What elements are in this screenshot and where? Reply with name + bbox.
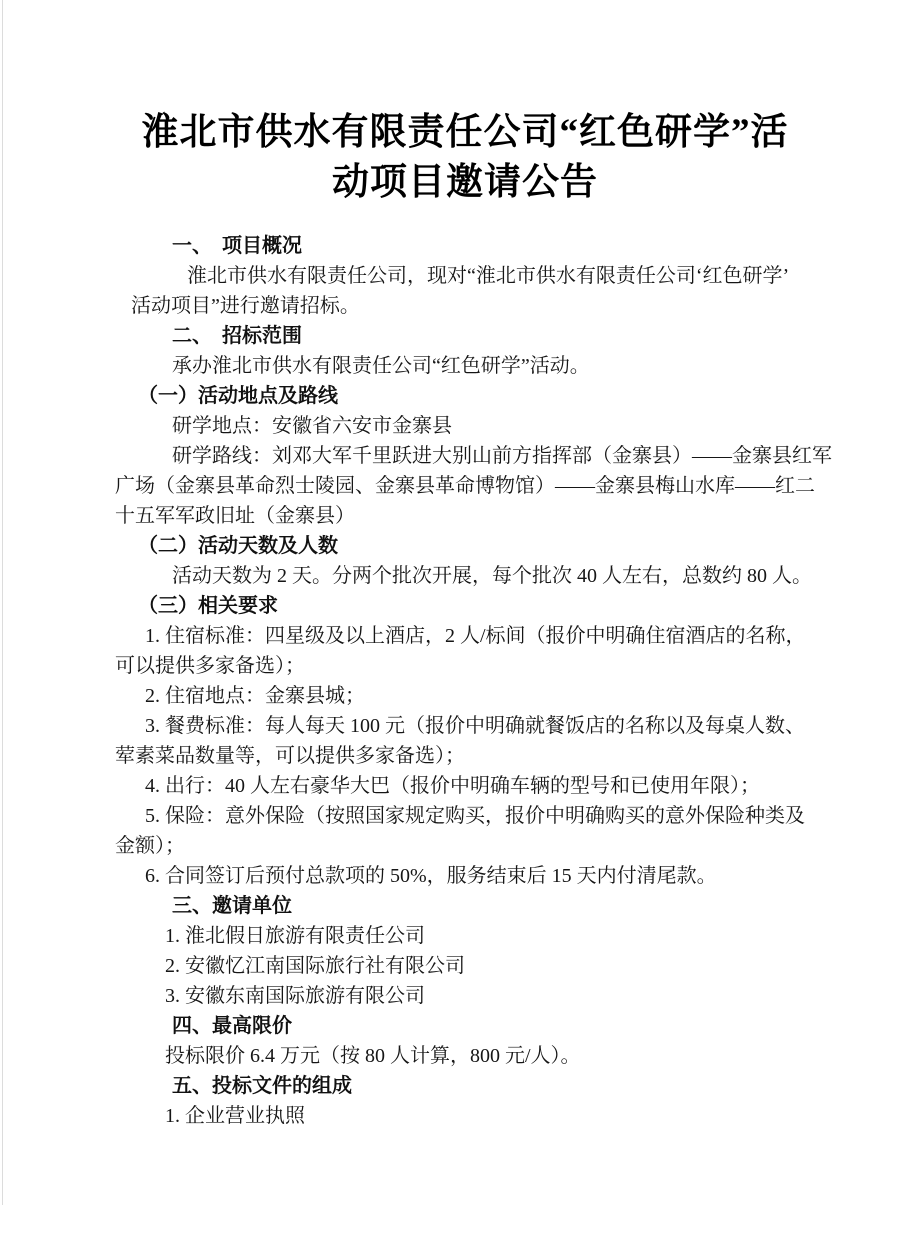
document-line: （三）相关要求	[138, 595, 278, 617]
document-line: 活动天数为 2 天。分两个批次开展，每个批次 40 人左右，总数约 80 人。	[172, 565, 812, 587]
document-line: 研学地点：安徽省六安市金寨县	[172, 415, 452, 437]
document-line: 荤素菜品数量等，可以提供多家备选）；	[115, 745, 465, 767]
document-line: 四、最高限价	[172, 1015, 292, 1037]
document-line: 2. 住宿地点：金寨县城；	[145, 685, 365, 707]
document-line: 可以提供多家备选）；	[115, 655, 305, 677]
document-line: 十五军军政旧址（金寨县）	[115, 505, 355, 527]
document-line: 广场（金寨县革命烈士陵园、金寨县革命博物馆）——金寨县梅山水库——红二	[115, 475, 815, 497]
page-edge-line	[2, 0, 3, 1205]
document-line: 1. 淮北假日旅游有限责任公司	[165, 925, 425, 947]
document-line: 活动项目”进行邀请招标。	[131, 295, 360, 317]
document-line: 3. 安徽东南国际旅游有限公司	[165, 985, 425, 1007]
document-line: 4. 出行：40 人左右豪华大巴（报价中明确车辆的型号和已使用年限）；	[145, 775, 760, 797]
document-line: 五、投标文件的组成	[172, 1075, 352, 1097]
document-line: 承办淮北市供水有限责任公司“红色研学”活动。	[172, 355, 590, 377]
document-line: 一、 项目概况	[172, 235, 302, 257]
document-body	[115, 231, 832, 1131]
document-title	[115, 108, 815, 208]
document-line: （一）活动地点及路线	[138, 385, 338, 407]
document-line: 5. 保险：意外保险（按照国家规定购买，报价中明确购买的意外保险种类及	[145, 805, 805, 827]
document-line: 投标限价 6.4 万元（按 80 人计算，800 元/人）。	[165, 1045, 581, 1067]
document-line: 二、 招标范围	[172, 325, 302, 347]
document-line: 2. 安徽忆江南国际旅行社有限公司	[165, 955, 465, 977]
document-title-line-2: 动项目邀请公告	[332, 162, 598, 203]
document-line: 1. 住宿标准：四星级及以上酒店，2 人/标间（报价中明确住宿酒店的名称，	[145, 625, 806, 647]
document-line: 金额）；	[115, 835, 185, 857]
document-line: （二）活动天数及人数	[138, 535, 338, 557]
document-title-line-1: 淮北市供水有限责任公司“红色研学”活	[141, 112, 789, 153]
document-line: 1. 企业营业执照	[165, 1105, 305, 1127]
document-line: 6. 合同签订后预付总款项的 50%，服务结束后 15 天内付清尾款。	[145, 865, 717, 887]
document-line: 3. 餐费标准：每人每天 100 元（报价中明确就餐饭店的名称以及每桌人数、	[145, 715, 805, 737]
document-line: 淮北市供水有限责任公司，现对“淮北市供水有限责任公司‘红色研学’	[187, 265, 790, 287]
document-line: 研学路线：刘邓大军千里跃进大别山前方指挥部（金寨县）——金寨县红军	[172, 445, 832, 467]
document-line: 三、邀请单位	[172, 895, 292, 917]
